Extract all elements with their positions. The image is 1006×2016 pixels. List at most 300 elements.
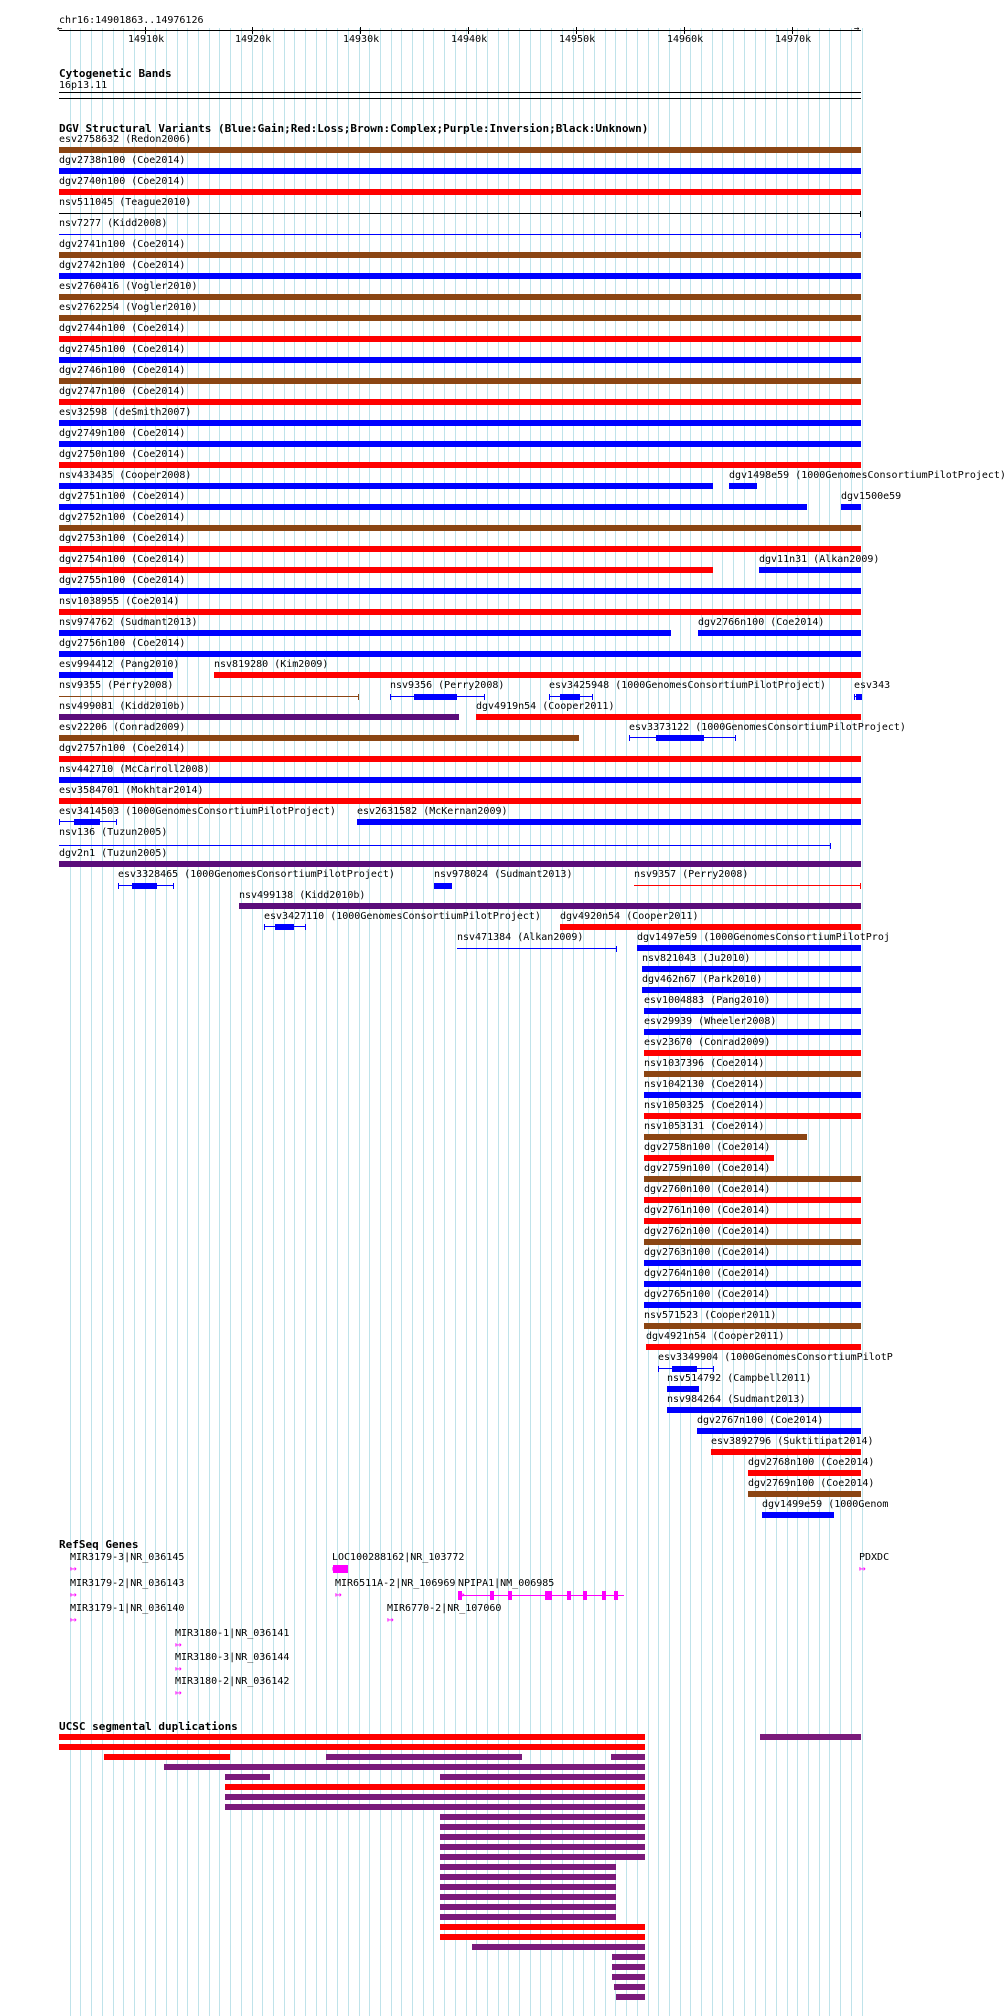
dgv-feature-label[interactable]: dgv2753n100 (Coe2014) (59, 533, 186, 544)
dgv-feature-label[interactable]: dgv2764n100 (Coe2014) (644, 1268, 771, 1279)
dgv-feature-label[interactable]: dgv2n1 (Tuzun2005) (59, 848, 168, 859)
dgv-feature-label[interactable]: nsv7277 (Kidd2008) (59, 218, 168, 229)
transcript-start-arrow[interactable]: ↦ (387, 1613, 394, 1626)
dgv-feature-label[interactable]: dgv2747n100 (Coe2014) (59, 386, 186, 397)
dgv-feature-label[interactable]: nsv1037396 (Coe2014) (644, 1058, 765, 1069)
grid-line (540, 28, 541, 2016)
ruler-tick (252, 27, 253, 34)
dgv-feature-bar[interactable] (59, 273, 861, 279)
dgv-feature-bar[interactable] (59, 861, 861, 867)
dgv-feature-label[interactable]: dgv2763n100 (Coe2014) (644, 1247, 771, 1258)
grid-line (530, 28, 531, 2016)
dgv-feature-bar[interactable] (59, 336, 861, 342)
grid-line (423, 28, 424, 2016)
dgv-feature-bar[interactable] (59, 441, 861, 447)
ruler-arrow-right: → (854, 24, 860, 34)
npipa1-exon[interactable] (490, 1591, 494, 1600)
dgv-feature-label[interactable]: dgv2750n100 (Coe2014) (59, 449, 186, 460)
segdup-bar[interactable] (59, 1734, 645, 1740)
transcript-start-arrow[interactable]: ↦ (70, 1613, 77, 1626)
dgv-feature-bar[interactable] (644, 1218, 861, 1224)
grid-line (444, 28, 445, 2016)
dgv-feature-bar[interactable] (476, 714, 861, 720)
dgv-feature-block (672, 1366, 697, 1372)
npipa1-exon[interactable] (583, 1591, 587, 1600)
npipa1-exon[interactable] (545, 1591, 552, 1600)
dgv-feature-end-tick (860, 232, 861, 238)
dgv-feature-label[interactable]: dgv2746n100 (Coe2014) (59, 365, 186, 376)
segdup-bar[interactable] (225, 1774, 270, 1780)
segdup-bar[interactable] (164, 1764, 230, 1770)
dgv-feature-line[interactable] (59, 213, 861, 214)
grid-line (294, 28, 295, 2016)
ruler-tick-label: 14910k (128, 34, 165, 45)
dgv-feature-bar[interactable] (59, 399, 861, 405)
dgv-feature-bar[interactable] (667, 1386, 699, 1392)
dgv-feature-end-tick (116, 819, 117, 825)
dgv-feature-label[interactable]: nsv433435 (Cooper2008) (59, 470, 192, 481)
dgv-feature-label[interactable]: dgv2754n100 (Coe2014) (59, 554, 186, 565)
dgv-feature-label[interactable]: dgv2769n100 (Coe2014) (748, 1478, 875, 1489)
dgv-feature-label[interactable]: nsv1053131 (Coe2014) (644, 1121, 765, 1132)
segdup-bar[interactable] (440, 1844, 645, 1850)
dgv-feature-label[interactable]: esv23670 (Conrad2009) (644, 1037, 771, 1048)
grid-line (219, 28, 220, 2016)
dgv-feature-label[interactable]: esv3373122 (1000GenomesConsortiumPilotProject) (629, 722, 906, 733)
grid-line (637, 28, 638, 2016)
grid-line (840, 28, 841, 2016)
segdup-bar[interactable] (612, 1974, 645, 1980)
dgv-feature-bar[interactable] (59, 525, 861, 531)
grid-line (337, 28, 338, 2016)
ruler-tick (684, 27, 685, 34)
grid-line (583, 28, 584, 2016)
dgv-feature-bar[interactable] (434, 883, 452, 889)
segdup-bar[interactable] (440, 1914, 616, 1920)
grid-line (230, 28, 231, 2016)
segdup-bar[interactable] (440, 1864, 616, 1870)
dgv-feature-bar[interactable] (59, 147, 861, 153)
dgv-feature-label[interactable]: nsv471384 (Alkan2009) (457, 932, 584, 943)
segdup-bar[interactable] (440, 1824, 645, 1830)
dgv-feature-bar[interactable] (644, 1302, 861, 1308)
dgv-feature-label[interactable]: nsv1038955 (Coe2014) (59, 596, 180, 607)
dgv-feature-label[interactable]: dgv2756n100 (Coe2014) (59, 638, 186, 649)
dgv-feature-end-tick (592, 694, 593, 700)
ruler-tick-label: 14970k (775, 34, 812, 45)
dgv-feature-end-tick (305, 924, 306, 930)
dgv-feature-label[interactable]: dgv1498e59 (1000GenomesConsortiumPilotProject) (729, 470, 1006, 481)
dgv-feature-label[interactable]: nsv511045 (Teague2010) (59, 197, 192, 208)
dgv-feature-end-tick (860, 883, 861, 889)
dgv-feature-label[interactable]: dgv2765n100 (Coe2014) (644, 1289, 771, 1300)
dgv-feature-label[interactable]: nsv499081 (Kidd2010b) (59, 701, 186, 712)
grid-line (808, 28, 809, 2016)
dgv-feature-label[interactable]: dgv2759n100 (Coe2014) (644, 1163, 771, 1174)
dgv-feature-end-tick (830, 843, 831, 849)
refseq-gene-label[interactable]: MIR3179-1|NR_036140 (70, 1603, 185, 1614)
dgv-feature-label[interactable]: nsv514792 (Campbell2011) (667, 1373, 812, 1384)
dgv-feature-bar[interactable] (644, 1155, 774, 1161)
segdup-bar[interactable] (472, 1944, 645, 1950)
dgv-feature-label[interactable]: esv2760416 (Vogler2010) (59, 281, 198, 292)
dgv-feature-label[interactable]: esv3584701 (Mokhtar2014) (59, 785, 204, 796)
dgv-feature-bar[interactable] (841, 504, 861, 510)
dgv-feature-label[interactable]: esv22206 (Conrad2009) (59, 722, 186, 733)
ruler-tick (468, 27, 469, 34)
dgv-feature-label[interactable]: dgv2767n100 (Coe2014) (697, 1415, 824, 1426)
dgv-feature-label[interactable]: esv2631582 (McKernan2009) (357, 806, 508, 817)
transcript-start-arrow[interactable]: ↦ (859, 1562, 866, 1575)
dgv-feature-bar[interactable] (59, 315, 861, 321)
grid-line (412, 28, 413, 2016)
segdup-bar[interactable] (230, 1764, 645, 1770)
ruler-tick (576, 27, 577, 34)
grid-line (391, 28, 392, 2016)
loc-gene-exon[interactable] (333, 1565, 348, 1573)
dgv-feature-bar[interactable] (59, 504, 807, 510)
dgv-feature-bar[interactable] (59, 357, 861, 363)
dgv-feature-bar[interactable] (711, 1449, 861, 1455)
dgv-feature-label[interactable]: dgv4920n54 (Cooper2011) (560, 911, 699, 922)
dgv-feature-label[interactable]: esv3328465 (1000GenomesConsortiumPilotProject) (118, 869, 395, 880)
npipa1-exon[interactable] (602, 1591, 606, 1600)
dgv-feature-label[interactable]: dgv1499e59 (1000Genom (762, 1499, 889, 1510)
grid-line (498, 28, 499, 2016)
dgv-feature-bar[interactable] (59, 378, 861, 384)
dgv-feature-bar[interactable] (644, 1323, 861, 1329)
ruler-tick-label: 14950k (559, 34, 596, 45)
grid-line (573, 28, 574, 2016)
dgv-feature-bar[interactable] (667, 1407, 861, 1413)
dgv-feature-bar[interactable] (59, 294, 861, 300)
dgv-feature-label[interactable]: nsv984264 (Sudmant2013) (667, 1394, 806, 1405)
dgv-feature-bar[interactable] (644, 1239, 861, 1245)
grid-line (851, 28, 852, 2016)
dgv-feature-label[interactable]: esv343 (854, 680, 891, 691)
dgv-feature-bar[interactable] (59, 252, 861, 258)
dgv-feature-label[interactable]: esv3427110 (1000GenomesConsortiumPilotProject) (264, 911, 541, 922)
dgv-feature-bar[interactable] (644, 1008, 861, 1014)
dgv-feature-end-tick (713, 1366, 714, 1372)
dgv-feature-bar[interactable] (357, 819, 861, 825)
grid-line (605, 28, 606, 2016)
grid-line (284, 28, 285, 2016)
dgv-feature-start-tick (59, 819, 60, 825)
refseq-gene-label[interactable]: MIR3180-2|NR_036142 (175, 1676, 290, 1687)
dgv-feature-bar[interactable] (59, 714, 459, 720)
dgv-feature-bar[interactable] (59, 588, 861, 594)
dgv-feature-bar[interactable] (642, 987, 861, 993)
dgv-feature-label[interactable]: nsv1042130 (Coe2014) (644, 1079, 765, 1090)
dgv-feature-bar[interactable] (644, 1260, 861, 1266)
segdup-bar[interactable] (614, 1984, 645, 1990)
dgv-feature-block (275, 924, 294, 930)
segdup-bar[interactable] (440, 1804, 645, 1810)
ruler-tick-label: 14940k (451, 34, 488, 45)
dgv-feature-bar[interactable] (59, 189, 861, 195)
dgv-feature-bar[interactable] (239, 903, 861, 909)
dgv-feature-start-tick (658, 1366, 659, 1372)
dgv-feature-bar[interactable] (59, 735, 579, 741)
dgv-track-title: DGV Structural Variants (Blue:Gain;Red:Loss;Brown:Complex;Purple:Inversion;Black:Unknown) (59, 122, 649, 135)
dgv-feature-label[interactable]: dgv1500e59 (841, 491, 902, 502)
dgv-feature-label[interactable]: nsv9356 (Perry2008) (390, 680, 505, 691)
transcript-start-arrow[interactable]: ↦ (175, 1662, 182, 1675)
grid-line (401, 28, 402, 2016)
grid-line (562, 28, 563, 2016)
dgv-feature-bar[interactable] (560, 924, 861, 930)
dgv-feature-bar[interactable] (644, 1281, 861, 1287)
dgv-feature-bar[interactable] (644, 1050, 861, 1056)
segdup-bar[interactable] (760, 1734, 861, 1740)
segdup-bar[interactable] (440, 1924, 645, 1930)
dgv-feature-bar[interactable] (59, 546, 861, 552)
dgv-feature-label[interactable]: dgv4919n54 (Cooper2011) (476, 701, 615, 712)
segdup-bar[interactable] (611, 1754, 645, 1760)
dgv-feature-label[interactable]: nsv9357 (Perry2008) (634, 869, 749, 880)
transcript-start-arrow[interactable]: ↦ (70, 1562, 77, 1575)
segdup-bar[interactable] (616, 1994, 645, 2000)
dgv-feature-block (74, 819, 100, 825)
ruler-tick (792, 27, 793, 34)
dgv-feature-bar[interactable] (59, 462, 861, 468)
refseq-gene-label[interactable]: MIR6770-2|NR_107060 (387, 1603, 502, 1614)
dgv-feature-bar[interactable] (637, 945, 861, 951)
npipa1-exon[interactable] (567, 1591, 571, 1600)
refseq-gene-label[interactable]: MIR3180-3|NR_036144 (175, 1652, 290, 1663)
dgv-feature-label[interactable]: esv994412 (Pang2010) (59, 659, 180, 670)
dgv-feature-bar[interactable] (59, 651, 861, 657)
refseq-gene-label[interactable]: LOC100288162|NR_103772 (332, 1552, 465, 1563)
dgv-feature-end-tick (484, 694, 485, 700)
grid-line (551, 28, 552, 2016)
dgv-feature-label[interactable]: dgv2758n100 (Coe2014) (644, 1142, 771, 1153)
grid-line (519, 28, 520, 2016)
transcript-start-arrow[interactable]: ↦ (175, 1638, 182, 1651)
dgv-feature-label[interactable]: nsv9355 (Perry2008) (59, 680, 174, 691)
dgv-feature-bar[interactable] (59, 777, 861, 783)
npipa1-exon[interactable] (614, 1591, 618, 1600)
dgv-feature-bar[interactable] (59, 567, 713, 573)
dgv-feature-label[interactable]: dgv2741n100 (Coe2014) (59, 239, 186, 250)
segdup-bar[interactable] (326, 1754, 522, 1760)
dgv-feature-end-tick (860, 211, 861, 217)
segdup-bar[interactable] (225, 1794, 645, 1800)
dgv-feature-label[interactable]: dgv2762n100 (Coe2014) (644, 1226, 771, 1237)
dgv-feature-bar[interactable] (748, 1491, 861, 1497)
cytoband-label[interactable]: 16p13.11 (59, 80, 108, 91)
segdup-bar[interactable] (612, 1954, 645, 1960)
segdup-bar[interactable] (104, 1754, 230, 1760)
dgv-feature-label[interactable]: dgv462n67 (Park2010) (642, 974, 763, 985)
dgv-feature-label[interactable]: nsv821043 (Ju2010) (642, 953, 751, 964)
dgv-feature-label[interactable]: nsv974762 (Sudmant2013) (59, 617, 198, 628)
segdup-bar[interactable] (440, 1894, 616, 1900)
segdup-bar[interactable] (59, 1744, 645, 1750)
dgv-feature-bar[interactable] (698, 630, 861, 636)
dgv-feature-label[interactable]: esv3425948 (1000GenomesConsortiumPilotProject) (549, 680, 826, 691)
npipa1-intron-line[interactable] (458, 1595, 624, 1596)
dgv-feature-start-tick (549, 694, 550, 700)
dgv-feature-line[interactable] (59, 845, 831, 846)
dgv-feature-bar[interactable] (644, 1071, 861, 1077)
dgv-feature-bar[interactable] (59, 609, 861, 615)
ruler-tick-label: 14960k (667, 34, 704, 45)
grid-line (476, 28, 477, 2016)
grid-line (262, 28, 263, 2016)
dgv-feature-block (560, 694, 580, 700)
cytoband-line-bottom (59, 98, 861, 99)
dgv-feature-label[interactable]: dgv2749n100 (Coe2014) (59, 428, 186, 439)
ruler-tick (360, 27, 361, 34)
dgv-feature-bar[interactable] (644, 1092, 861, 1098)
dgv-feature-bar[interactable] (642, 966, 861, 972)
segdup-bar[interactable] (440, 1874, 616, 1880)
grid-line (819, 28, 820, 2016)
dgv-feature-label[interactable]: dgv2740n100 (Coe2014) (59, 176, 186, 187)
grid-line (797, 28, 798, 2016)
grid-line (273, 28, 274, 2016)
dgv-feature-label[interactable]: dgv2761n100 (Coe2014) (644, 1205, 771, 1216)
grid-line (369, 28, 370, 2016)
dgv-feature-label[interactable]: esv29939 (Wheeler2008) (644, 1016, 777, 1027)
dgv-feature-line[interactable] (59, 234, 861, 235)
ruler-tick-label: 14920k (235, 34, 272, 45)
dgv-feature-bar[interactable] (759, 567, 861, 573)
dgv-feature-label[interactable]: dgv11n31 (Alkan2009) (759, 554, 880, 565)
dgv-feature-bar[interactable] (697, 1428, 861, 1434)
segdup-bar[interactable] (440, 1774, 645, 1780)
dgv-feature-start-tick (854, 694, 855, 700)
transcript-start-arrow[interactable]: ↦ (70, 1588, 77, 1601)
dgv-feature-line[interactable] (634, 885, 861, 886)
dgv-feature-start-tick (629, 735, 630, 741)
dgv-feature-bar[interactable] (644, 1113, 861, 1119)
dgv-feature-bar[interactable] (214, 672, 861, 678)
dgv-feature-end-tick (735, 735, 736, 741)
dgv-feature-label[interactable]: dgv2760n100 (Coe2014) (644, 1184, 771, 1195)
dgv-feature-end-tick (173, 883, 174, 889)
dgv-feature-end-tick (358, 694, 359, 700)
dgv-feature-label[interactable]: esv3349904 (1000GenomesConsortiumPilotP (658, 1352, 893, 1363)
transcript-start-arrow[interactable]: ↦ (335, 1588, 342, 1601)
dgv-feature-label[interactable]: dgv2745n100 (Coe2014) (59, 344, 186, 355)
dgv-feature-end-tick (616, 946, 617, 952)
segdup-bar[interactable] (440, 1834, 645, 1840)
refseq-gene-label[interactable]: MIR6511A-2|NR_106969 (335, 1578, 456, 1589)
npipa1-exon[interactable] (458, 1591, 462, 1600)
dgv-feature-label[interactable]: dgv2742n100 (Coe2014) (59, 260, 186, 271)
dgv-feature-bar[interactable] (59, 756, 861, 762)
dgv-feature-label[interactable]: esv3414503 (1000GenomesConsortiumPilotProject) (59, 806, 336, 817)
cytogenetic-track-title: Cytogenetic Bands (59, 67, 172, 80)
dgv-feature-bar[interactable] (59, 483, 713, 489)
segdup-bar[interactable] (612, 1964, 645, 1970)
dgv-feature-label[interactable]: esv2762254 (Vogler2010) (59, 302, 198, 313)
segdup-bar[interactable] (440, 1904, 616, 1910)
dgv-feature-line[interactable] (457, 948, 617, 949)
segdup-bar[interactable] (440, 1814, 645, 1820)
dgv-feature-bar[interactable] (729, 483, 757, 489)
dgv-feature-bar[interactable] (644, 1134, 807, 1140)
dgv-feature-label[interactable]: dgv2768n100 (Coe2014) (748, 1457, 875, 1468)
grid-line (359, 28, 360, 2016)
dgv-feature-label[interactable]: dgv2755n100 (Coe2014) (59, 575, 186, 586)
dgv-feature-bar[interactable] (646, 1344, 861, 1350)
dgv-feature-label[interactable]: dgv2738n100 (Coe2014) (59, 155, 186, 166)
ruler-arrow-left: ← (57, 24, 63, 34)
dgv-feature-bar[interactable] (59, 630, 671, 636)
segdup-bar[interactable] (440, 1884, 616, 1890)
dgv-feature-label[interactable]: nsv1050325 (Coe2014) (644, 1100, 765, 1111)
dgv-feature-line[interactable] (59, 696, 359, 697)
segdup-bar[interactable] (440, 1934, 645, 1940)
cytoband-line-top (59, 92, 861, 93)
refseq-gene-label[interactable]: MIR3179-2|NR_036143 (70, 1578, 185, 1589)
segdup-bar[interactable] (225, 1804, 440, 1810)
ruler-tick-label: 14930k (343, 34, 380, 45)
segdup-bar[interactable] (225, 1784, 645, 1790)
dgv-feature-bar[interactable] (644, 1176, 861, 1182)
position-label: chr16:14901863..14976126 (59, 15, 204, 26)
dgv-feature-label[interactable]: dgv1497e59 (1000GenomesConsortiumPilotProj (637, 932, 890, 943)
dgv-feature-label[interactable]: esv1004883 (Pang2010) (644, 995, 771, 1006)
grid-line (615, 28, 616, 2016)
refseq-gene-label[interactable]: PDXDC (859, 1552, 890, 1563)
refseq-gene-label[interactable]: NPIPA1|NM_006985 (458, 1578, 555, 1589)
dgv-feature-block (414, 694, 457, 700)
dgv-feature-label[interactable]: dgv2744n100 (Coe2014) (59, 323, 186, 334)
dgv-feature-bar[interactable] (748, 1470, 861, 1476)
dgv-feature-bar[interactable] (59, 798, 861, 804)
dgv-feature-label[interactable]: dgv2752n100 (Coe2014) (59, 512, 186, 523)
dgv-feature-bar[interactable] (762, 1512, 834, 1518)
refseq-gene-label[interactable]: MIR3180-1|NR_036141 (175, 1628, 290, 1639)
segdup-bar[interactable] (440, 1854, 645, 1860)
dgv-feature-label[interactable]: nsv978024 (Sudmant2013) (434, 869, 573, 880)
dgv-feature-label[interactable]: nsv136 (Tuzun2005) (59, 827, 168, 838)
dgv-feature-label[interactable]: nsv571523 (Cooper2011) (644, 1310, 777, 1321)
dgv-feature-start-tick (390, 694, 391, 700)
dgv-feature-label[interactable]: dgv2757n100 (Coe2014) (59, 743, 186, 754)
dgv-feature-bar[interactable] (644, 1029, 861, 1035)
dgv-feature-label[interactable]: dgv2751n100 (Coe2014) (59, 491, 186, 502)
dgv-feature-label[interactable]: dgv4921n54 (Cooper2011) (646, 1331, 785, 1342)
refseq-gene-label[interactable]: MIR3179-3|NR_036145 (70, 1552, 185, 1563)
dgv-feature-label[interactable]: nsv442710 (McCarroll2008) (59, 764, 210, 775)
grid-line (305, 28, 306, 2016)
transcript-start-arrow[interactable]: ↦ (175, 1686, 182, 1699)
dgv-feature-block (132, 883, 157, 889)
dgv-feature-label[interactable]: esv3892796 (Suktitipat2014) (711, 1436, 874, 1447)
grid-line (380, 28, 381, 2016)
grid-line (466, 28, 467, 2016)
dgv-feature-block (656, 735, 704, 741)
dgv-feature-label[interactable]: esv2758632 (Redon2006) (59, 134, 192, 145)
dgv-feature-label[interactable]: esv32598 (deSmith2007) (59, 407, 192, 418)
dgv-feature-label[interactable]: nsv499138 (Kidd2010b) (239, 890, 366, 901)
dgv-feature-bar[interactable] (644, 1197, 861, 1203)
npipa1-exon[interactable] (508, 1591, 512, 1600)
ruler-tick (145, 27, 146, 34)
dgv-feature-bar[interactable] (59, 420, 861, 426)
dgv-feature-label[interactable]: nsv819280 (Kim2009) (214, 659, 329, 670)
dgv-feature-bar[interactable] (59, 672, 173, 678)
grid-line (326, 28, 327, 2016)
dgv-feature-bar[interactable] (59, 168, 861, 174)
dgv-feature-label[interactable]: dgv2766n100 (Coe2014) (698, 617, 825, 628)
